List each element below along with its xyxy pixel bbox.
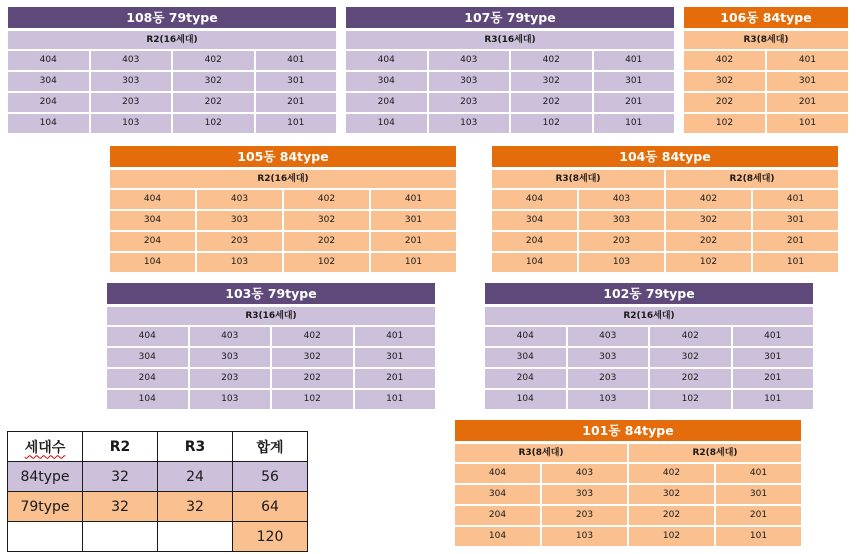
summary-grand-total-row xyxy=(8,522,308,552)
unit-cell: 302 xyxy=(171,72,254,91)
floor-row xyxy=(346,51,674,70)
building-107 xyxy=(346,7,674,133)
section-label: R2(16세대) xyxy=(485,307,813,325)
floor-row xyxy=(107,348,435,367)
household-summary-table xyxy=(7,431,308,552)
unit-cell: 101 xyxy=(592,114,675,133)
unit-cell: 101 xyxy=(714,527,801,546)
unit-cell: 104 xyxy=(110,253,195,272)
floor-row xyxy=(110,211,456,230)
unit-cell: 103 xyxy=(540,527,627,546)
unit-cell: 203 xyxy=(427,93,510,112)
unit-cell: 201 xyxy=(714,506,801,525)
floor-row xyxy=(110,253,456,272)
floor-row xyxy=(485,390,813,409)
building-title: 101동 84type xyxy=(455,420,801,441)
floor-row xyxy=(455,464,801,483)
unit-cell: 101 xyxy=(369,253,456,272)
unit-cell: 103 xyxy=(188,390,271,409)
unit-cell: 304 xyxy=(107,348,188,367)
unit-cell: 301 xyxy=(592,72,675,91)
unit-cell: 104 xyxy=(492,253,577,272)
unit-cell: 404 xyxy=(110,190,195,209)
unit-cell: 301 xyxy=(751,211,838,230)
unit-cell: 302 xyxy=(664,211,751,230)
unit-cell: 101 xyxy=(731,390,814,409)
floor-row xyxy=(8,114,336,133)
unit-cell: 102 xyxy=(171,114,254,133)
building-101 xyxy=(455,420,801,546)
unit-cell: 304 xyxy=(346,72,427,91)
unit-cell: 304 xyxy=(485,348,566,367)
unit-cell: 402 xyxy=(171,51,254,70)
unit-cell: 302 xyxy=(648,348,731,367)
floor-row xyxy=(492,232,838,251)
unit-cell: 201 xyxy=(751,232,838,251)
summary-total-84: 56 xyxy=(233,462,308,492)
unit-cell: 303 xyxy=(577,211,664,230)
floor-row xyxy=(107,327,435,346)
floor-row xyxy=(455,527,801,546)
unit-cell: 401 xyxy=(254,51,337,70)
unit-cell: 401 xyxy=(592,51,675,70)
unit-cell: 202 xyxy=(684,93,765,112)
unit-cell: 401 xyxy=(369,190,456,209)
unit-cell: 104 xyxy=(346,114,427,133)
floor-row xyxy=(107,369,435,388)
floor-row xyxy=(107,390,435,409)
section-label: R2(16세대) xyxy=(110,170,456,188)
building-title: 107동 79type xyxy=(346,7,674,28)
unit-cell: 302 xyxy=(282,211,369,230)
unit-cell: 201 xyxy=(369,232,456,251)
floor-row xyxy=(455,506,801,525)
unit-cell: 202 xyxy=(270,369,353,388)
building-title: 106동 84type xyxy=(684,7,848,28)
unit-cell: 401 xyxy=(714,464,801,483)
building-103 xyxy=(107,283,435,409)
summary-r2-84: 32 xyxy=(83,462,158,492)
unit-cell: 303 xyxy=(540,485,627,504)
section-label: R2(8세대) xyxy=(664,170,838,188)
building-104 xyxy=(492,146,838,272)
unit-cell: 201 xyxy=(731,369,814,388)
unit-cell: 303 xyxy=(427,72,510,91)
summary-grand-total: 120 xyxy=(233,522,308,552)
unit-cell: 404 xyxy=(492,190,577,209)
unit-cell: 203 xyxy=(195,232,282,251)
unit-cell: 302 xyxy=(684,72,765,91)
unit-cell: 203 xyxy=(540,506,627,525)
section-header-row xyxy=(8,31,336,49)
section-header-row xyxy=(684,31,848,49)
building-105 xyxy=(110,146,456,272)
section-header-row xyxy=(485,307,813,325)
section-label: R2(16세대) xyxy=(8,31,336,49)
unit-cell: 202 xyxy=(648,369,731,388)
summary-blank-cell xyxy=(158,522,233,552)
summary-r3-79: 32 xyxy=(158,492,233,522)
unit-cell: 401 xyxy=(353,327,436,346)
unit-cell: 204 xyxy=(455,506,540,525)
unit-cell: 104 xyxy=(8,114,89,133)
unit-cell: 403 xyxy=(427,51,510,70)
floor-row xyxy=(684,72,848,91)
summary-header-r2: R2 xyxy=(83,432,158,462)
unit-cell: 304 xyxy=(8,72,89,91)
unit-cell: 404 xyxy=(107,327,188,346)
summary-r3-84: 24 xyxy=(158,462,233,492)
unit-cell: 101 xyxy=(765,114,848,133)
unit-cell: 204 xyxy=(485,369,566,388)
unit-cell: 403 xyxy=(566,327,649,346)
summary-row-84type xyxy=(8,462,308,492)
unit-cell: 201 xyxy=(592,93,675,112)
floor-row xyxy=(492,211,838,230)
unit-cell: 304 xyxy=(455,485,540,504)
summary-type-84: 84type xyxy=(8,462,83,492)
unit-cell: 103 xyxy=(577,253,664,272)
section-header-row xyxy=(107,307,435,325)
summary-header-r3: R3 xyxy=(158,432,233,462)
unit-cell: 201 xyxy=(254,93,337,112)
summary-total-79: 64 xyxy=(233,492,308,522)
summary-header-row xyxy=(8,432,308,462)
section-label: R3(16세대) xyxy=(107,307,435,325)
unit-cell: 302 xyxy=(509,72,592,91)
summary-blank-cell xyxy=(83,522,158,552)
unit-cell: 202 xyxy=(171,93,254,112)
building-108 xyxy=(8,7,336,133)
unit-cell: 202 xyxy=(627,506,714,525)
floor-row xyxy=(110,190,456,209)
summary-header-households: 세대수 xyxy=(8,432,83,462)
floor-row xyxy=(8,72,336,91)
section-label: R2(8세대) xyxy=(627,444,801,462)
unit-cell: 203 xyxy=(188,369,271,388)
summary-blank-cell xyxy=(8,522,83,552)
section-header-row xyxy=(455,444,801,462)
floor-row xyxy=(346,93,674,112)
unit-cell: 204 xyxy=(346,93,427,112)
floor-row xyxy=(485,327,813,346)
building-title: 103동 79type xyxy=(107,283,435,304)
unit-cell: 201 xyxy=(765,93,848,112)
building-title: 104동 84type xyxy=(492,146,838,167)
unit-cell: 403 xyxy=(540,464,627,483)
unit-cell: 102 xyxy=(509,114,592,133)
unit-cell: 302 xyxy=(627,485,714,504)
unit-cell: 403 xyxy=(195,190,282,209)
unit-cell: 104 xyxy=(455,527,540,546)
unit-cell: 103 xyxy=(195,253,282,272)
floor-row xyxy=(684,51,848,70)
unit-cell: 203 xyxy=(89,93,172,112)
unit-cell: 201 xyxy=(353,369,436,388)
floor-row xyxy=(8,51,336,70)
floor-row xyxy=(346,72,674,91)
unit-cell: 302 xyxy=(270,348,353,367)
unit-cell: 202 xyxy=(282,232,369,251)
unit-cell: 403 xyxy=(89,51,172,70)
unit-cell: 101 xyxy=(254,114,337,133)
floor-row xyxy=(455,485,801,504)
unit-cell: 301 xyxy=(714,485,801,504)
floor-row xyxy=(684,114,848,133)
unit-cell: 402 xyxy=(627,464,714,483)
unit-cell: 203 xyxy=(577,232,664,251)
unit-cell: 402 xyxy=(509,51,592,70)
unit-cell: 401 xyxy=(751,190,838,209)
unit-cell: 404 xyxy=(8,51,89,70)
floor-row xyxy=(346,114,674,133)
unit-cell: 102 xyxy=(664,253,751,272)
unit-cell: 301 xyxy=(353,348,436,367)
summary-header-total: 합계 xyxy=(233,432,308,462)
unit-cell: 402 xyxy=(270,327,353,346)
unit-cell: 102 xyxy=(627,527,714,546)
unit-cell: 104 xyxy=(107,390,188,409)
building-title: 105동 84type xyxy=(110,146,456,167)
building-106 xyxy=(684,7,848,133)
floor-row xyxy=(492,190,838,209)
unit-cell: 404 xyxy=(455,464,540,483)
section-header-row xyxy=(346,31,674,49)
unit-cell: 203 xyxy=(566,369,649,388)
unit-cell: 204 xyxy=(110,232,195,251)
unit-cell: 204 xyxy=(492,232,577,251)
unit-cell: 301 xyxy=(369,211,456,230)
unit-cell: 103 xyxy=(566,390,649,409)
unit-cell: 403 xyxy=(188,327,271,346)
summary-type-79: 79type xyxy=(8,492,83,522)
unit-cell: 202 xyxy=(664,232,751,251)
summary-r2-79: 32 xyxy=(83,492,158,522)
floor-row xyxy=(8,93,336,112)
section-label: R3(8세대) xyxy=(455,444,627,462)
unit-cell: 103 xyxy=(89,114,172,133)
unit-cell: 401 xyxy=(765,51,848,70)
unit-cell: 303 xyxy=(89,72,172,91)
floor-row xyxy=(485,348,813,367)
floor-row xyxy=(492,253,838,272)
floor-row xyxy=(684,93,848,112)
unit-cell: 103 xyxy=(427,114,510,133)
unit-cell: 403 xyxy=(577,190,664,209)
unit-cell: 402 xyxy=(684,51,765,70)
section-label: R3(8세대) xyxy=(492,170,664,188)
unit-cell: 301 xyxy=(731,348,814,367)
unit-cell: 303 xyxy=(188,348,271,367)
unit-cell: 401 xyxy=(731,327,814,346)
floor-row xyxy=(485,369,813,388)
unit-cell: 402 xyxy=(664,190,751,209)
section-label: R3(16세대) xyxy=(346,31,674,49)
unit-cell: 303 xyxy=(195,211,282,230)
building-title: 108동 79type xyxy=(8,7,336,28)
unit-cell: 101 xyxy=(751,253,838,272)
unit-cell: 404 xyxy=(346,51,427,70)
building-title: 102동 79type xyxy=(485,283,813,304)
unit-cell: 301 xyxy=(254,72,337,91)
unit-cell: 204 xyxy=(8,93,89,112)
unit-cell: 304 xyxy=(492,211,577,230)
unit-cell: 101 xyxy=(353,390,436,409)
section-header-row xyxy=(110,170,456,188)
section-header-row xyxy=(492,170,838,188)
unit-cell: 303 xyxy=(566,348,649,367)
floor-row xyxy=(110,232,456,251)
unit-cell: 102 xyxy=(270,390,353,409)
unit-cell: 304 xyxy=(110,211,195,230)
unit-cell: 204 xyxy=(107,369,188,388)
section-label: R3(8세대) xyxy=(684,31,848,49)
unit-cell: 402 xyxy=(648,327,731,346)
unit-cell: 202 xyxy=(509,93,592,112)
unit-cell: 404 xyxy=(485,327,566,346)
unit-cell: 301 xyxy=(765,72,848,91)
unit-cell: 102 xyxy=(648,390,731,409)
unit-cell: 102 xyxy=(684,114,765,133)
summary-row-79type xyxy=(8,492,308,522)
unit-cell: 402 xyxy=(282,190,369,209)
building-102 xyxy=(485,283,813,409)
unit-cell: 104 xyxy=(485,390,566,409)
unit-cell: 102 xyxy=(282,253,369,272)
